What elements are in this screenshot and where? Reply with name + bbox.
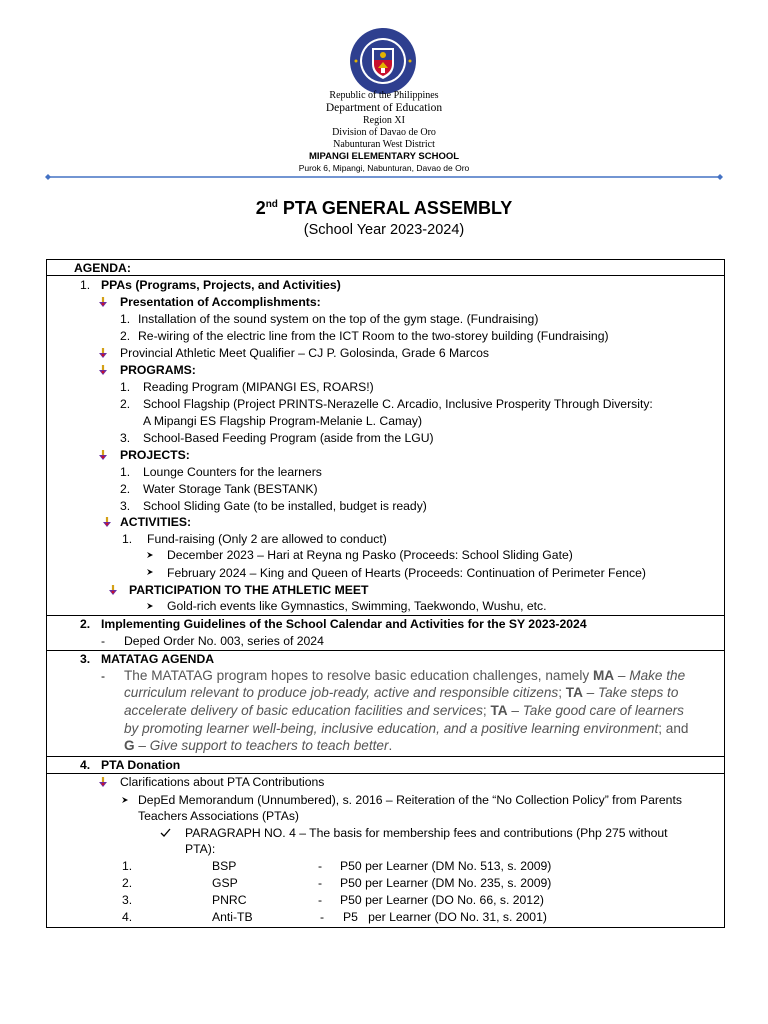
matatag-line-1: The MATATAG program hopes to resolve basic education challenges, namely MA – Make the [124,668,686,683]
arrowhead-bullet-icon [146,602,154,610]
arrowhead-bullet-icon [146,568,154,576]
fee-amount: P50 per Learner (DM No. 513, s. 2009) [340,859,552,873]
arrow-bullet-icon [97,776,109,788]
row-divider [46,275,725,276]
projects-heading: PROJECTS: [120,448,190,462]
fee-name: GSP [212,876,238,890]
department-line: Department of Education [325,102,443,114]
list-item: Re-wiring of the electric line from the ICT Room to the two-storey building (Fundraising) [138,329,609,343]
fee-name: BSP [212,859,237,873]
list-number: 2. [120,482,131,496]
list-number: 1. [120,380,131,394]
matatag-line-4: by promoting learner well-being, inclusive education, and a positive learning environment; and [124,721,689,736]
list-item: School Flagship (Project PRINTS-Nerazelle C. Arcadio, Inclusive Prosperity Through Diversity: [143,397,653,411]
section-title-pta-donation: PTA Donation [101,758,181,772]
participation-heading: PARTICIPATION TO THE ATHLETIC MEET [129,583,369,597]
section-title-ppas: PPAs (Programs, Projects, and Activities) [101,278,341,292]
programs-heading: PROGRAMS: [120,363,196,377]
list-number: 1. [120,312,131,326]
fee-dash: - [318,859,323,873]
fee-number: 4. [122,910,133,924]
fee-number: 3. [122,893,133,907]
list-item: Fund-raising (Only 2 are allowed to conduct) [147,532,387,546]
list-item: Water Storage Tank (BESTANK) [143,482,318,496]
list-item: School-Based Feeding Program (aside from the LGU) [143,431,434,445]
memo-line: Teachers Associations (PTAs) [138,809,299,823]
arrow-bullet-icon [107,584,119,596]
fee-dash: - [320,910,325,924]
list-item: Reading Program (MIPANGI ES, ROARS!) [143,380,374,394]
section-title-matatag: MATATAG AGENDA [101,652,215,666]
arrow-bullet-icon [97,449,109,461]
section-title-calendar: Implementing Guidelines of the School Calendar and Activities for the SY 2023-2024 [101,617,587,631]
fee-dash: - [318,893,323,907]
fee-amount: P5 per Learner (DO No. 31, s. 2001) [343,910,547,924]
paragraph-line: PARAGRAPH NO. 4 – The basis for membership fees and contributions (Php 275 without [185,826,668,840]
list-item: A Mipangi ES Flagship Program-Melanie L. Camay) [143,414,423,428]
list-item: School Sliding Gate (to be installed, budget is ready) [143,499,427,513]
matatag-line-5: G – Give support to teachers to teach better. [124,738,393,753]
letterhead [0,90,768,174]
list-item: February 2024 – King and Queen of Hearts (Proceeds: Continuation of Perimeter Fence) [167,566,646,580]
division-line: Division of Davao de Oro [332,127,436,138]
list-item: Lounge Counters for the learners [143,465,322,479]
page-title: 2nd PTA GENERAL ASSEMBLY [255,198,513,218]
school-address: Purok 6, Mipangi, Nabunturan, Davao de Oro [298,163,470,173]
region-line: Region XI [363,115,405,126]
list-item: Installation of the sound system on the top of the gym stage. (Fundraising) [138,312,539,326]
arrow-bullet-icon [97,364,109,376]
list-item: December 2023 – Hari at Reyna ng Pasko (Proceeds: School Sliding Gate) [167,548,573,562]
list-number: 2. [120,329,131,343]
district-line: Nabunturan West District [333,139,435,150]
accomplishments-heading: Presentation of Accomplishments: [120,295,321,309]
school-year: (School Year 2023-2024) [303,222,465,238]
agenda-label: AGENDA: [74,261,131,275]
section-number: 1. [80,278,91,292]
deped-seal [348,26,418,96]
section-number: 2. [80,617,91,631]
list-number: 1. [122,532,133,546]
dash-bullet: - [101,634,106,648]
arrowhead-bullet-icon [121,796,129,804]
list-number: 3. [120,499,131,513]
activities-heading: ACTIVITIES: [120,515,192,529]
dash-bullet: - [101,669,106,683]
list-item: Gold-rich events like Gymnastics, Swimming, Taekwondo, Wushu, etc. [167,599,547,613]
matatag-line-2: curriculum relevant to produce job-ready, active and responsible citizens; TA – Take steps to [124,685,679,700]
section-number: 3. [80,652,91,666]
fee-amount: P50 per Learner (DM No. 235, s. 2009) [340,876,552,890]
list-number: 3. [120,431,131,445]
list-number: 2. [120,397,131,411]
fee-number: 2. [122,876,133,890]
athletic-qualifier: Provincial Athletic Meet Qualifier – CJ P. Golosinda, Grade 6 Marcos [120,346,489,360]
paragraph-line: PTA): [185,842,216,856]
arrow-bullet-icon [101,516,113,528]
arrow-bullet-icon [97,296,109,308]
arrowhead-bullet-icon [146,551,154,559]
arrow-bullet-icon [97,347,109,359]
checkmark-icon [160,828,171,838]
list-number: 1. [120,465,131,479]
republic-line: Republic of the Philippines [329,90,439,101]
fee-name: PNRC [212,893,247,907]
list-item: Deped Order No. 003, series of 2024 [124,634,324,648]
clarification-heading: Clarifications about PTA Contributions [120,775,325,789]
fee-dash: - [318,876,323,890]
fee-amount: P50 per Learner (DO No. 66, s. 2012) [340,893,544,907]
fee-number: 1. [122,859,133,873]
header-divider [44,173,724,181]
memo-line: DepEd Memorandum (Unnumbered), s. 2016 – Reiteration of the “No Collection Policy” from Parents [138,793,682,807]
fee-name: Anti-TB [212,910,253,924]
matatag-line-3: accelerate delivery of basic education facilities and services; TA – Take good care of learners [124,703,684,718]
section-number: 4. [80,758,91,772]
school-name: MIPANGI ELEMENTARY SCHOOL [308,151,460,162]
